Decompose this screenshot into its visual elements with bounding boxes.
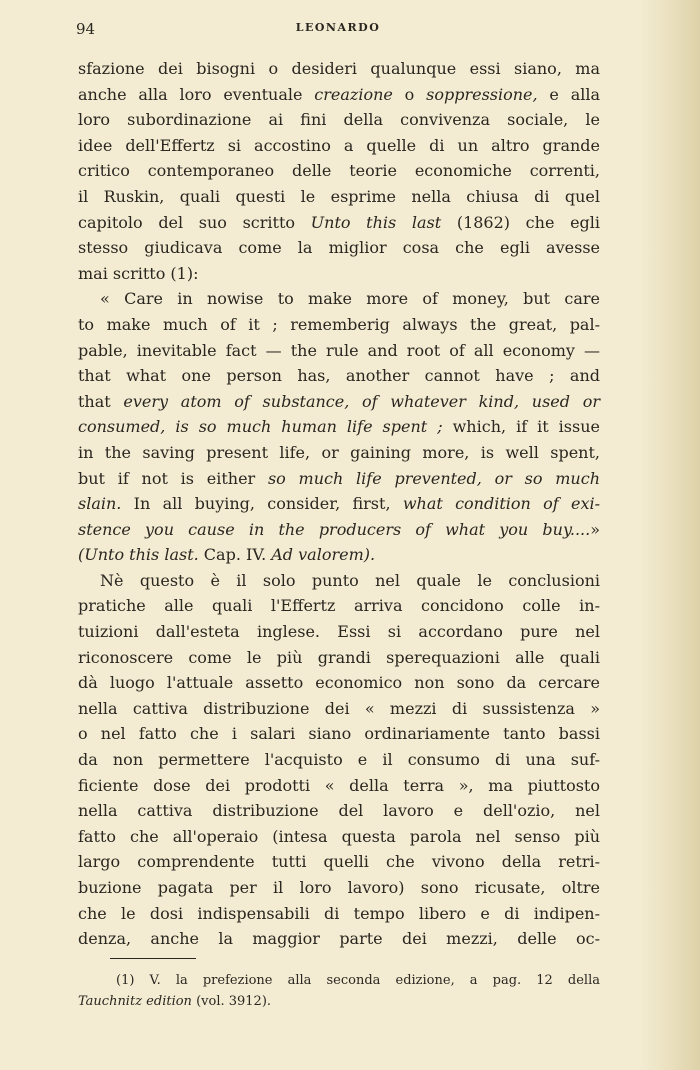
text-run: Nè questo è il solo punto nel quale le conclusioni: [100, 570, 600, 590]
text-line: [78, 773, 600, 799]
text-line: [78, 210, 600, 236]
text-run: dà luogo l'attuale assetto economico non sono da cercare: [78, 673, 600, 693]
italic-text: Unto this last: [310, 212, 442, 232]
text-run: stesso giudicava come la miglior cosa che egli avesse: [78, 238, 600, 258]
text-line: [78, 747, 600, 773]
text-run: o: [392, 84, 427, 104]
text-run: pable, inevitable fact — the rule and root of all economy —: [78, 340, 600, 360]
page-edge-shadow: [640, 0, 700, 1070]
footnote-line: [78, 970, 600, 991]
text-line: [78, 619, 600, 645]
text-run: sfazione dei bisogni o desideri qualunque essi siano, ma: [78, 59, 600, 78]
italic-text: creazione: [314, 84, 393, 104]
italic-text: Tauchnitz edition: [78, 994, 192, 1009]
text-line: [78, 440, 600, 466]
text-line: [78, 645, 600, 671]
italic-text: slain.: [78, 494, 122, 514]
text-line: [78, 593, 600, 619]
text-line: [78, 414, 600, 440]
italic-text: (Unto this last.: [78, 545, 199, 565]
text-line: [78, 721, 600, 747]
text-run: »: [590, 519, 600, 539]
text-run: ficiente dose dei prodotti « della terra », ma piuttosto: [78, 775, 600, 795]
text-run: capitolo del suo scritto: [78, 212, 311, 232]
italic-text: stence you cause in the producers of what you buy....: [78, 519, 591, 539]
text-run: idee dell'Effertz si accostino a quelle di un altro grande: [78, 135, 600, 155]
text-run: that: [78, 391, 124, 411]
text-run: mai scritto (1):: [78, 263, 199, 283]
text-line: [78, 875, 600, 901]
text-run: in the saving present life, or gaining more, is well spent,: [78, 442, 600, 462]
text-line: [78, 670, 600, 696]
text-line: [78, 696, 600, 722]
running-title: LEONARDO: [295, 21, 381, 34]
text-run: that what one person has, another cannot have ; and: [78, 366, 600, 386]
text-run: e alla: [537, 84, 601, 104]
text-run: (1862) che egli: [441, 212, 601, 232]
text-run: loro subordinazione ai fini della convivenza sociale, le: [78, 110, 600, 130]
text-run: che le dosi indispensabili di tempo libero e di indipen-: [78, 903, 600, 923]
text-line: [78, 82, 600, 108]
text-line: [78, 389, 600, 415]
text-run: to make much of it ; rememberig always the great, pal-: [78, 314, 600, 334]
text-run: pratiche alle quali l'Effertz arriva concidono colle in-: [78, 596, 600, 616]
text-run: anche alla loro eventuale: [78, 84, 315, 104]
body-text: [78, 56, 600, 952]
text-line: [78, 824, 600, 850]
text-line: [78, 158, 600, 184]
italic-text: soppressione,: [426, 84, 538, 104]
text-run: « Care in nowise to make more of money, but care: [100, 289, 600, 309]
running-header: [76, 20, 600, 44]
text-run: o nel fatto che i salari siano ordinariamente tanto bassi: [78, 724, 600, 744]
text-run: critico contemporaneo delle teorie economiche correnti,: [78, 161, 600, 181]
text-run: (1) V. la prefezione alla seconda edizione, a pag. 12 della: [116, 973, 600, 988]
text-line: [78, 517, 600, 543]
text-line: [78, 56, 600, 82]
text-line: [78, 491, 600, 517]
text-line: [78, 798, 600, 824]
text-run: but if not is either: [78, 468, 268, 488]
italic-text: what condition of exi-: [402, 494, 600, 514]
text-line: [78, 363, 600, 389]
text-line: [78, 849, 600, 875]
text-run: il Ruskin, quali questi le esprime nella chiusa di quel: [78, 186, 600, 206]
text-line: [78, 312, 600, 338]
italic-text: every atom of substance, of whatever kind, used or: [123, 391, 600, 411]
text-run: denza, anche la maggior parte dei mezzi, delle oc-: [78, 929, 600, 949]
footnote-line: [78, 991, 600, 1012]
text-line: [78, 542, 600, 568]
text-run: fatto che all'operaio (intesa questa parola nel senso più: [78, 826, 600, 846]
text-line: [78, 261, 600, 287]
text-line: [78, 901, 600, 927]
text-run: buzione pagata per il loro lavoro) sono ricusate, oltre: [78, 878, 600, 897]
footnote: [78, 970, 600, 1012]
text-line: [78, 926, 600, 952]
italic-text: Ad valorem).: [271, 545, 376, 565]
text-line: [78, 184, 600, 210]
text-run: da non permettere l'acquisto e il consumo di una suf-: [78, 750, 600, 770]
text-line: [78, 466, 600, 492]
text-run: riconoscere come le più grandi sperequazioni alle quali: [78, 647, 600, 667]
text-line: [78, 235, 600, 261]
italic-text: consumed, is so much human life spent ;: [78, 417, 443, 437]
text-run: nella cattiva distribuzione dei « mezzi di sussistenza »: [78, 698, 600, 718]
text-run: which, if it issue: [442, 417, 600, 437]
text-run: largo comprendente tutti quelli che vivono della retri-: [78, 852, 600, 872]
text-line: [78, 133, 600, 159]
text-line: [78, 338, 600, 364]
text-run: nella cattiva distribuzione del lavoro e dell'ozio, nel: [78, 801, 600, 821]
text-line: [78, 286, 600, 312]
footnote-rule: [110, 958, 196, 959]
text-run: Cap. IV.: [198, 545, 272, 565]
text-line: [78, 568, 600, 594]
italic-text: so much life prevented, or so much: [267, 468, 600, 488]
text-run: (vol. 3912).: [191, 994, 272, 1009]
text-run: tuizioni dall'esteta inglese. Essi si accordano pure nel: [78, 622, 600, 642]
text-run: In all buying, consider, first,: [121, 494, 403, 514]
page-number: 94: [76, 20, 96, 38]
text-line: [78, 107, 600, 133]
